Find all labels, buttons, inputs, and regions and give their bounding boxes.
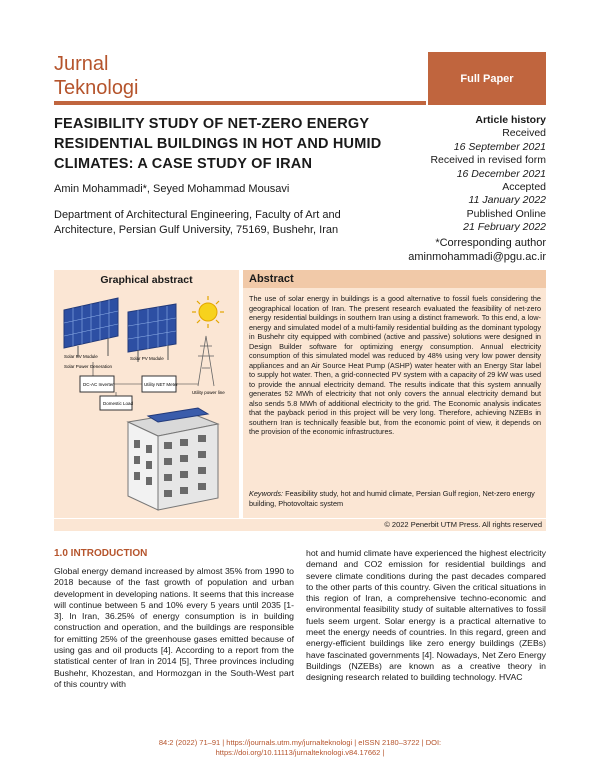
graphical-abstract [54, 270, 239, 518]
abstract-text: The use of solar energy in buildings is a good alternative to fossil fuels considering the geographical location of Iran. The present research evaluated the feasibility of net-zero energy residential buildings in southern Iran using a distinct framework. To this end, a low-energy and simulated model of a multi-family residential building as the dominant typology in Bushehr city equipped with combined (active and passive) solutions were designed in Design Builder software for optimizing energy consumption. Annual electricity consumption of this simulated model was reduced by 48% using very low power density appliances and an Air Source Heat Pump (ASHP) water heater with an Energy Star label to supply hot water. Then, a grid-connected PV system with a capacity of 29 kW was used to provide the annual electricity demand. The results indicate that this system annually generates 52 MWh of electricity that not only covers the annual electricity demand but also sends 5.8 MWh of additional electricity to the grid. The Economic analysis indicates that the payback period in this project will be very long. Therefore, achieving NZEBs in southern Iran is technically feasible but, from the economic point of view, it depends on the provision of the economic infrastructures. [249, 294, 541, 436]
journal-name: Jurnal Teknologi [54, 53, 139, 99]
affiliation: Department of Architectural Engineering, Faculty of Art and Architecture, Persian Gulf University, 75169, Bushehr, Iran [54, 209, 341, 236]
abstract-section [243, 270, 546, 518]
graphical-abstract-title: Graphical abstract [100, 274, 193, 286]
intro-column-right: hot and humid climate have experienced the highest electricity demand and CO2 emission for residential buildings and severe climate conditions during the past decades compared to the other parts of this country. Given the critical situations in this region of Iran, a comprehensive techno-economic and environmental feasibility study of suitable alternatives to fossil fuels seem urgent. Solar energy is a practical alternative to meet the energy needs of countries. In this regard, green and energy-efficient buildings like zero energy buildings (ZEBs) have fascinated governments [4]. Nowadays, Net Zero Energy Buildings (NZEBs) are known as a creative theory in designing research related to building technology. HVAC [306, 548, 546, 683]
footer-citation: 84:2 (2022) 71–91 | https://journals.utm.my/jurnalteknologi | eISSN 2180–3722 | DOI: [158, 738, 442, 747]
pv-panel-left [64, 298, 118, 358]
journal-underline [54, 101, 426, 105]
keywords-list: Feasibility study, hot and humid climate, Persian Gulf region, Net-zero energy building, Photovoltaic system [249, 489, 535, 508]
footer-doi-link[interactable]: https://doi.org/10.11113/jurnalteknologi.v84.17662 | [215, 748, 385, 757]
section-heading-introduction: 1.0 INTRODUCTION [54, 548, 148, 559]
label-pv-module-2: Solar PV Module [130, 356, 164, 361]
intro-column-left: Global energy demand increased by almost 35% from 1990 to 2018 because of the fast growth of population and urban development in developing nations. It seems that this increase will continue between 5 and 10% every 5 years until 2035 [1-3]. In Iran, 36.25% of energy consumption is in building construction and operation, and the buildings are responsible for emitting 25% of the greenhouse gases emitted because of using gas and oil products [4]. According to a report from the statistical center of Iran in 2014 [5], Three provinces including Bushehr, Khozestan, and Hormozgan in the South-West part of this country with [54, 566, 294, 689]
keywords [249, 489, 541, 508]
keywords-label: Keywords: [249, 489, 284, 498]
label-utility-line: Utility power line [192, 390, 225, 395]
author-email[interactable]: aminmohammadi@pgu.ac.ir [408, 251, 546, 263]
page-footer [140, 738, 460, 758]
sun-icon [192, 296, 224, 328]
label-domestic-load: Domestic Load [103, 401, 134, 406]
article-history: Article history Received 16 September 2021 Received in revised form 16 December 2021 Accepted 11 January 2022 Published Online 21 February 2022 [430, 114, 546, 234]
label-power-generation: Solar Power Generation [64, 364, 113, 369]
power-tower-icon [198, 336, 214, 386]
pv-panel-right [128, 304, 176, 362]
copyright-line: © 2022 Penerbit UTM Press. All rights reserved [54, 519, 546, 531]
graphical-abstract-figure [58, 290, 235, 512]
abstract-header [243, 270, 546, 288]
label-inverter: DC-AC Inverter [83, 382, 114, 387]
corresponding-author: *Corresponding author aminmohammadi@pgu.ac.ir [408, 237, 546, 263]
journal-logo [54, 52, 426, 104]
paper-type-badge: Full Paper [428, 52, 546, 105]
abstract-heading: Abstract [249, 273, 294, 285]
authors: Amin Mohammadi*, Seyed Mohammad Mousavi [54, 183, 290, 195]
label-net-meter: Utility NET Meter [144, 382, 178, 387]
building-illustration [128, 408, 218, 510]
paper-title: FEASIBILITY STUDY OF NET-ZERO ENERGY RESIDENTIAL BUILDINGS IN HOT AND HUMID CLIMATES: A CASE STUDY OF IRAN [54, 116, 382, 172]
label-pv-module-1: Solar PV Module [64, 354, 98, 359]
